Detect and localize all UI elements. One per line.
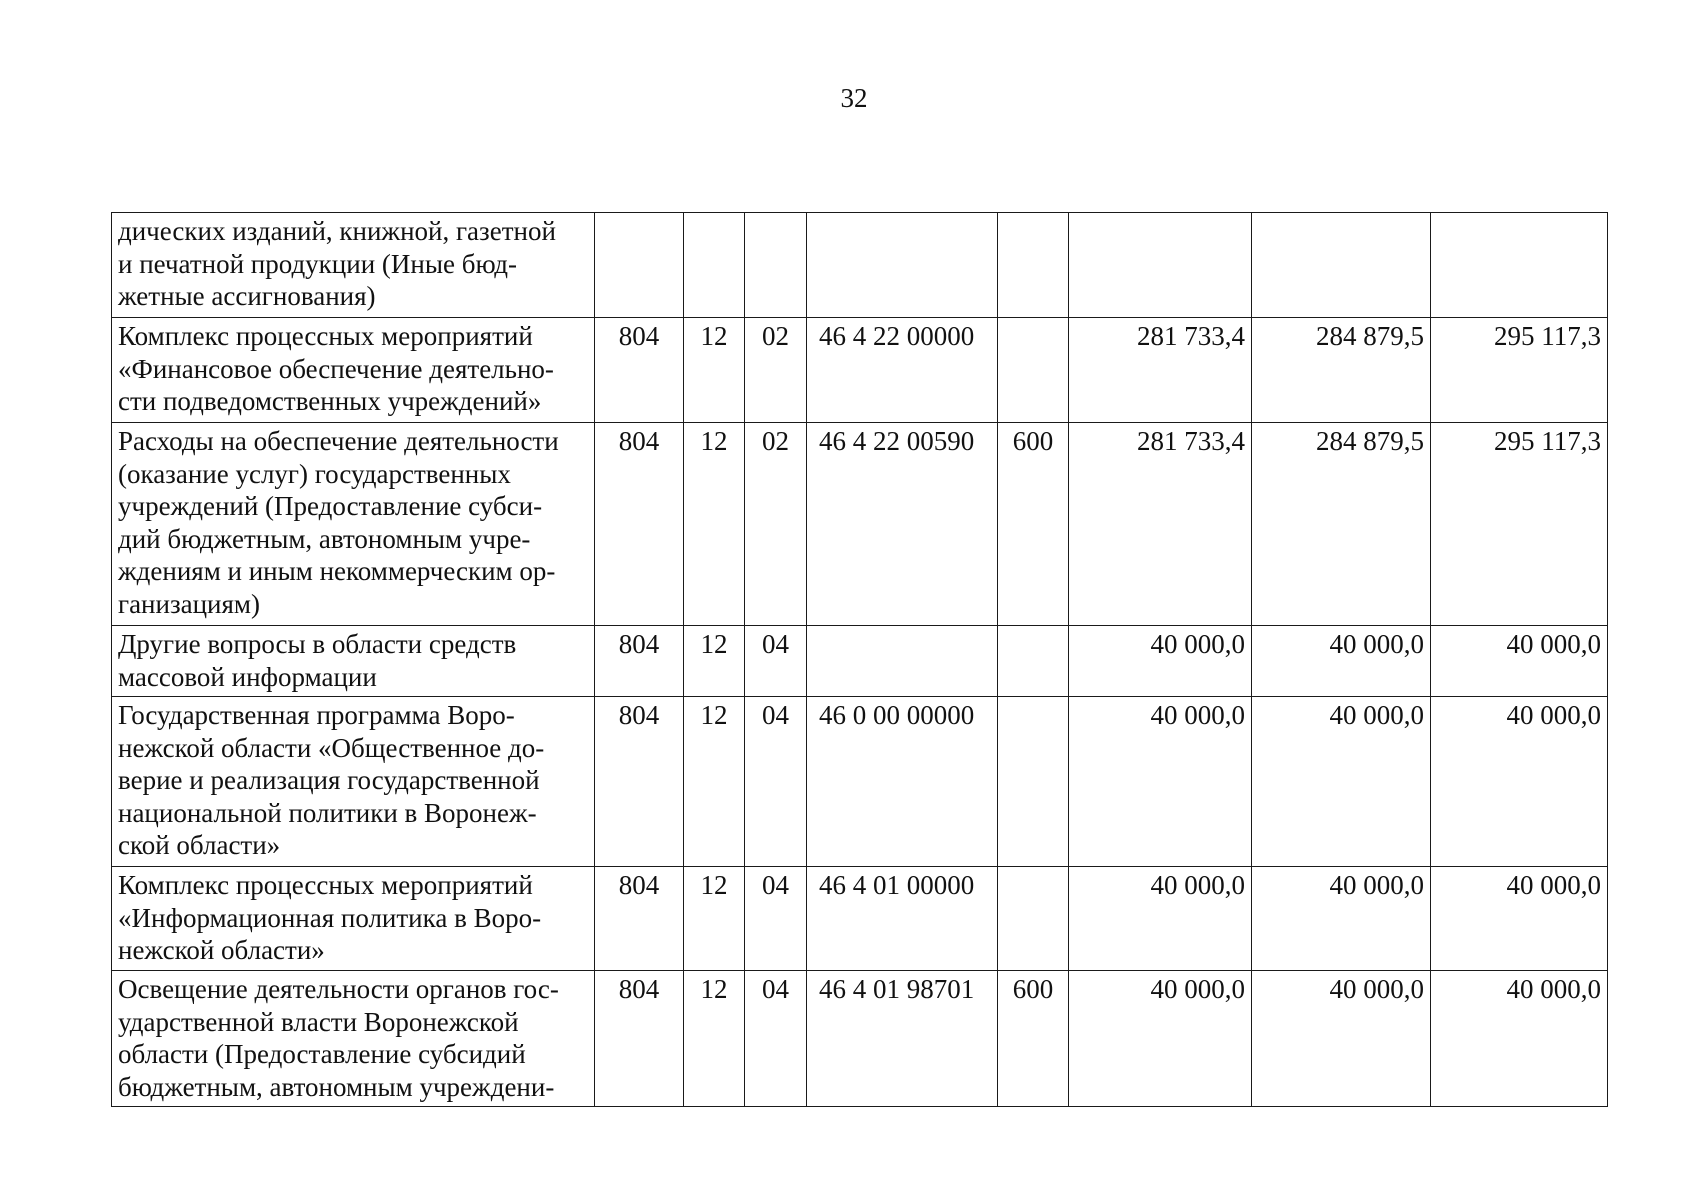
cell-expense-type — [998, 867, 1069, 971]
table-row — [112, 423, 1608, 626]
item-name-line: Комплекс процессных мероприятий — [118, 870, 533, 900]
item-name-line: области (Предоставление субсидий — [118, 1039, 526, 1069]
item-name-line: массовой информации — [118, 661, 377, 692]
cell-section: 12 — [684, 971, 745, 1107]
cell-grbs — [595, 213, 684, 318]
cell-subsection: 04 — [745, 697, 807, 867]
cell-grbs: 804 — [595, 423, 684, 626]
cell-sum-year-1: 40 000,0 — [1069, 971, 1252, 1107]
item-name-line: ской области» — [118, 830, 281, 860]
cell-sum-year-2 — [1252, 213, 1431, 318]
item-name-line: (оказание услуг) государственных — [118, 458, 511, 489]
cell-sum-year-1: 40 000,0 — [1069, 626, 1252, 697]
cell-target-article: 46 4 01 98701 — [807, 971, 998, 1107]
cell-grbs: 804 — [595, 697, 684, 867]
item-name-line: Другие вопросы в области средств — [118, 629, 517, 659]
cell-target-article: 46 4 01 00000 — [807, 867, 998, 971]
cell-target-article: 46 4 22 00590 — [807, 423, 998, 626]
cell-item-name — [112, 626, 595, 697]
cell-sum-year-3: 40 000,0 — [1431, 697, 1608, 867]
cell-sum-year-3: 40 000,0 — [1431, 867, 1608, 971]
cell-sum-year-3: 40 000,0 — [1431, 626, 1608, 697]
cell-item-name — [112, 318, 595, 423]
table-row — [112, 867, 1608, 971]
item-name-line: ганизациям) — [118, 588, 261, 619]
item-name-line: нежской области «Общественное до- — [118, 732, 545, 763]
item-name-line: верие и реализация государственной — [118, 765, 540, 795]
item-name-line: ждениям и иным некоммерческим ор- — [118, 556, 556, 586]
item-name-line: сти подведомственных учреждений» — [118, 386, 542, 416]
item-name-line: дий бюджетным, автономным учре- — [118, 523, 531, 554]
cell-item-name — [112, 867, 595, 971]
cell-subsection: 04 — [745, 867, 807, 971]
page-number: 32 — [840, 83, 868, 113]
cell-sum-year-2: 40 000,0 — [1252, 697, 1431, 867]
cell-sum-year-2: 284 879,5 — [1252, 423, 1431, 626]
item-name-line: «Информационная политика в Воро- — [118, 902, 542, 933]
cell-section: 12 — [684, 867, 745, 971]
cell-item-name — [112, 423, 595, 626]
cell-item-name — [112, 213, 595, 318]
cell-section: 12 — [684, 423, 745, 626]
cell-sum-year-3: 295 117,3 — [1431, 423, 1608, 626]
cell-expense-type — [998, 697, 1069, 867]
table-row — [112, 213, 1608, 318]
cell-sum-year-1: 281 733,4 — [1069, 318, 1252, 423]
cell-subsection: 04 — [745, 971, 807, 1107]
cell-sum-year-2: 40 000,0 — [1252, 626, 1431, 697]
cell-subsection: 04 — [745, 626, 807, 697]
item-name-line: ударственной власти Воронежской — [118, 1006, 519, 1037]
table-row — [112, 971, 1608, 1107]
cell-section: 12 — [684, 697, 745, 867]
cell-subsection: 02 — [745, 318, 807, 423]
item-name-line: бюджетным, автономным учреждени- — [118, 1071, 555, 1102]
cell-section — [684, 213, 745, 318]
cell-section: 12 — [684, 318, 745, 423]
cell-subsection — [745, 213, 807, 318]
cell-sum-year-1: 40 000,0 — [1069, 697, 1252, 867]
item-name-line: национальной политики в Воронеж- — [118, 797, 537, 828]
cell-sum-year-3: 40 000,0 — [1431, 971, 1608, 1107]
cell-sum-year-1: 281 733,4 — [1069, 423, 1252, 626]
cell-expense-type — [998, 213, 1069, 318]
cell-sum-year-1: 40 000,0 — [1069, 867, 1252, 971]
cell-item-name — [112, 971, 595, 1107]
cell-grbs: 804 — [595, 626, 684, 697]
cell-sum-year-3 — [1431, 213, 1608, 318]
cell-target-article — [807, 626, 998, 697]
cell-sum-year-2: 40 000,0 — [1252, 867, 1431, 971]
item-name-line: жетные ассигнования) — [118, 281, 376, 311]
cell-expense-type: 600 — [998, 971, 1069, 1107]
item-name-line: нежской области» — [118, 935, 325, 965]
item-name-line: Комплекс процессных мероприятий — [118, 321, 533, 351]
cell-grbs: 804 — [595, 318, 684, 423]
table-row — [112, 626, 1608, 697]
cell-sum-year-2: 40 000,0 — [1252, 971, 1431, 1107]
item-name-line: «Финансовое обеспечение деятельно- — [118, 353, 554, 384]
cell-grbs: 804 — [595, 971, 684, 1107]
cell-sum-year-3: 295 117,3 — [1431, 318, 1608, 423]
cell-expense-type: 600 — [998, 423, 1069, 626]
cell-expense-type — [998, 626, 1069, 697]
item-name-line: и печатной продукции (Иные бюд- — [118, 248, 517, 279]
item-name-line: учреждений (Предоставление субси- — [118, 491, 543, 521]
budget-table — [111, 212, 1608, 1107]
cell-expense-type — [998, 318, 1069, 423]
item-name-line: Расходы на обеспечение деятельности — [118, 426, 559, 456]
cell-target-article: 46 4 22 00000 — [807, 318, 998, 423]
cell-sum-year-2: 284 879,5 — [1252, 318, 1431, 423]
cell-grbs: 804 — [595, 867, 684, 971]
item-name-line: Государственная программа Воро- — [118, 700, 515, 730]
cell-item-name — [112, 697, 595, 867]
table-row — [112, 697, 1608, 867]
cell-sum-year-1 — [1069, 213, 1252, 318]
item-name-line: Освещение деятельности органов гос- — [118, 974, 559, 1004]
cell-subsection: 02 — [745, 423, 807, 626]
cell-section: 12 — [684, 626, 745, 697]
cell-target-article: 46 0 00 00000 — [807, 697, 998, 867]
table-body — [112, 213, 1608, 1107]
item-name-line: дических изданий, книжной, газетной — [118, 216, 556, 246]
table-row — [112, 318, 1608, 423]
cell-target-article — [807, 213, 998, 318]
